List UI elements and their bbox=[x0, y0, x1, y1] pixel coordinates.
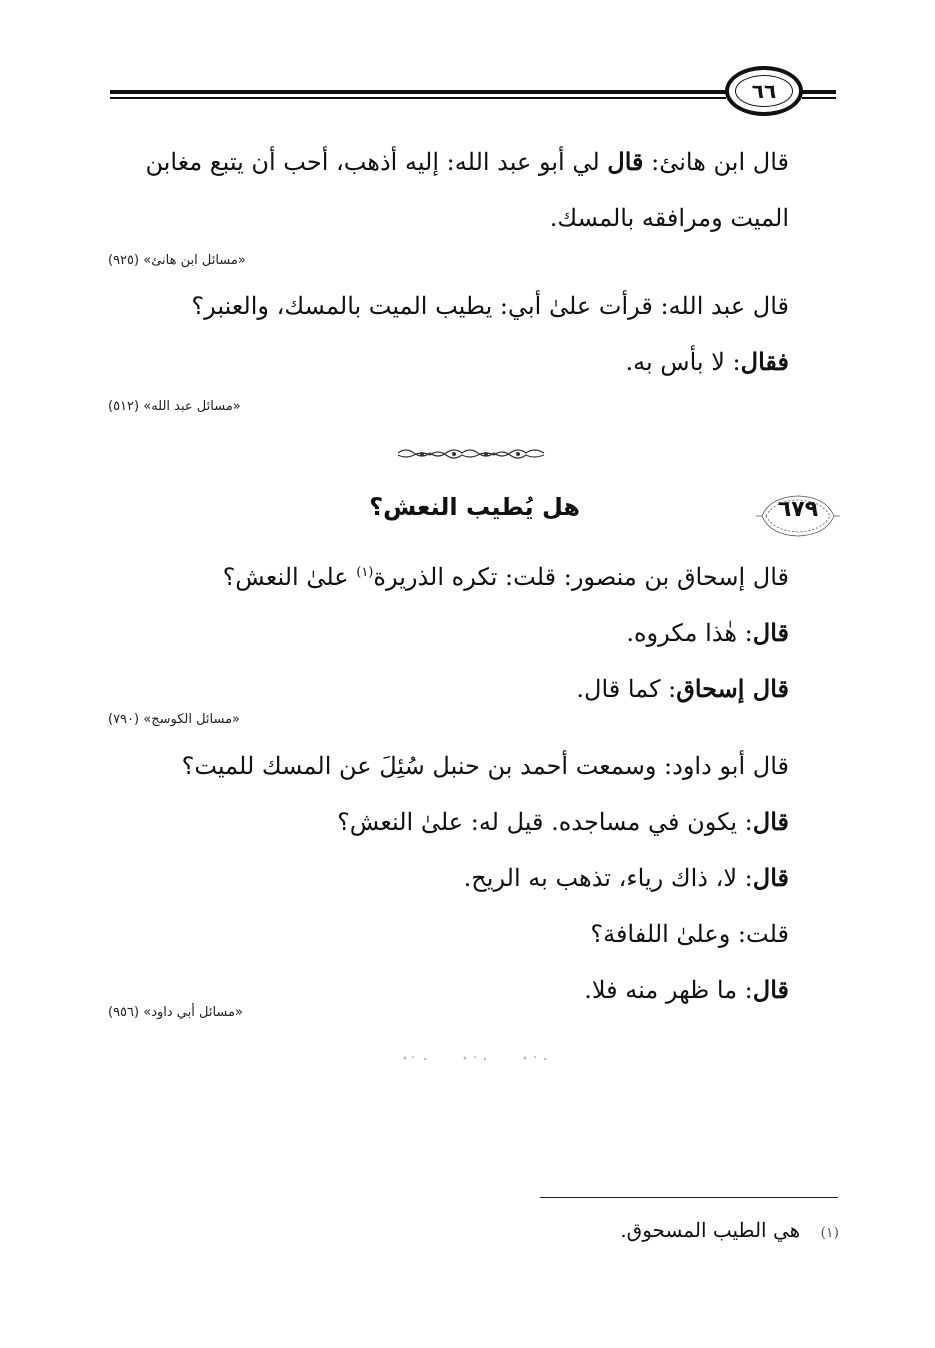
text-run: : لا، ذاك رياء، تذهب به الريح. bbox=[463, 864, 753, 892]
text-run: : لا بأس به. bbox=[625, 348, 741, 376]
ornament-divider bbox=[396, 445, 546, 461]
text-line bbox=[110, 134, 789, 190]
text-line bbox=[110, 190, 789, 246]
footnote-ref: (١) bbox=[356, 565, 374, 580]
speaker-label: قال bbox=[752, 807, 789, 836]
text-run: : هٰذا مكروه. bbox=[626, 619, 753, 647]
speaker-label: قال bbox=[752, 863, 789, 892]
source-ref: «مسائل الكوسج» (٧٩٠) bbox=[108, 712, 241, 727]
header-rule-thick bbox=[110, 90, 726, 94]
text-run: الميت ومرافقه بالمسك. bbox=[549, 204, 789, 232]
faint-ornament bbox=[385, 1052, 565, 1064]
source-ref: «مسائل ابن هانئ» (٩٢٥) bbox=[108, 253, 246, 268]
speaker-label: قال bbox=[752, 975, 789, 1004]
text-run: قال عبد الله: قرأت علىٰ أبي: يطيب الميت بالمسك، والعنبر؟ bbox=[191, 292, 789, 320]
text-line bbox=[110, 605, 789, 661]
footnote-text: هي الطيب المسحوق. bbox=[620, 1218, 801, 1242]
text-line bbox=[110, 545, 789, 605]
paragraph-ibn-hani bbox=[110, 134, 789, 246]
text-line bbox=[110, 906, 789, 962]
paragraph-abdullah bbox=[110, 278, 789, 390]
chapter-number: ٦٧٩ bbox=[777, 497, 819, 522]
text-line bbox=[110, 794, 789, 850]
text-line bbox=[110, 850, 789, 906]
text-run: لي أبو عبد الله: إليه أذهب، أحب أن يتبع مغابن bbox=[145, 148, 608, 176]
paragraph-ishaq bbox=[110, 545, 789, 717]
speaker-label: فقال bbox=[740, 347, 789, 376]
text-line bbox=[110, 738, 789, 794]
header-rule-right bbox=[802, 90, 836, 94]
text-line bbox=[110, 334, 789, 390]
paragraph-abu-dawud bbox=[110, 738, 789, 1018]
text-run: قال إسحاق بن منصور: قلت: تكره الذريرة bbox=[373, 563, 789, 591]
text-line bbox=[110, 278, 789, 334]
text-run: : يكون في مساجده. قيل له: علىٰ النعش؟ bbox=[337, 808, 753, 836]
footnote-number: (١) bbox=[820, 1225, 839, 1241]
text-run: علىٰ النعش؟ bbox=[222, 563, 357, 591]
footnote-rule bbox=[540, 1197, 838, 1198]
source-ref: «مسائل عبد الله» (٥١٢) bbox=[108, 399, 241, 414]
speaker-label: قال bbox=[607, 147, 644, 176]
source-ref: «مسائل أبي داود» (٩٥٦) bbox=[108, 1005, 243, 1020]
page-number: ٦٦ bbox=[751, 79, 777, 103]
header-rule-thin bbox=[110, 97, 726, 99]
text-line bbox=[110, 661, 789, 717]
page-number-badge bbox=[725, 66, 803, 116]
text-run: : ما ظهر منه فلا. bbox=[584, 976, 753, 1004]
speaker-label: قال إسحاق bbox=[676, 674, 789, 703]
text-run: : كما قال. bbox=[576, 675, 677, 703]
chapter-title: هل يُطيب النعش؟ bbox=[369, 493, 580, 521]
text-run: قلت: وعلىٰ اللفافة؟ bbox=[590, 920, 789, 948]
header-rule-right-thin bbox=[802, 97, 836, 99]
footnote bbox=[620, 1218, 839, 1242]
text-run: قال أبو داود: وسمعت أحمد بن حنبل سُئِلَ عن المسك للميت؟ bbox=[181, 752, 789, 780]
text-run: قال ابن هانئ: bbox=[643, 148, 789, 176]
speaker-label: قال bbox=[752, 618, 789, 647]
